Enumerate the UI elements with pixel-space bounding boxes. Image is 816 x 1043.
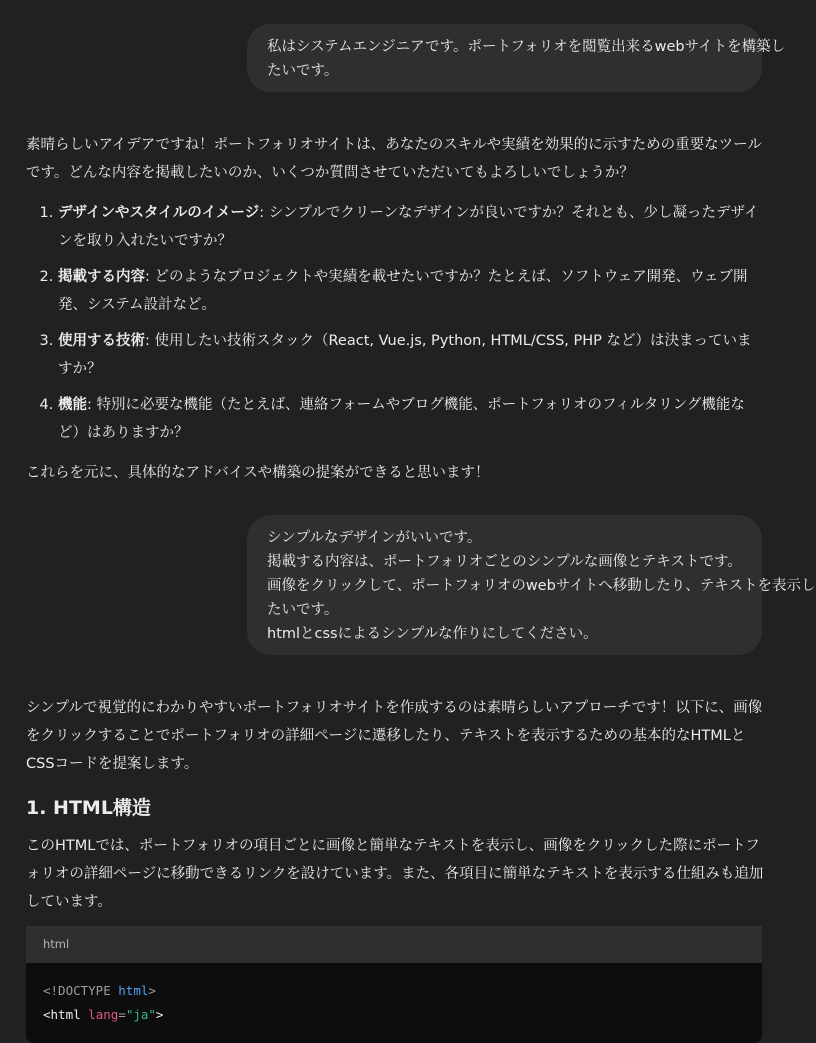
message-line: シンプルなデザインがいいです。: [267, 530, 482, 546]
code-content[interactable]: [26, 963, 762, 1043]
assistant-closing: これらを元に、具体的なアドバイスや構築の提案ができると思います！: [26, 465, 490, 481]
message-line: 掲載する内容は、ポートフォリオごとのシンプルな画像とテキストです。: [267, 554, 742, 570]
section-description: このHTMLでは、ポートフォリオの項目ごとに画像と簡単なテキストを表示し、画像をクリックした際にポートフォリオの詳細ページに移動できるリンクを設けています。また、各項目に簡単なテキストを表示する仕組みも追加しています。: [26, 838, 764, 910]
assistant-intro: シンプルで視覚的にわかりやすいポートフォリオサイトを作成するのは素晴らしいアプローチです！以下に、画像をクリックすることでポートフォリオの詳細ページに遷移したり、テキストを表示するための基本的なHTMLとCSSコードを提案します。: [26, 700, 763, 772]
code-language-label: html: [26, 926, 762, 963]
code-token: html: [118, 983, 149, 998]
section-heading: 1. HTML構造: [26, 797, 151, 819]
question-item: [58, 199, 764, 255]
code-token: "ja": [125, 1007, 156, 1022]
question-title: デザインやスタイルのイメージ: [58, 205, 260, 221]
code-line: [43, 983, 156, 998]
assistant-message: [26, 131, 764, 487]
code-line: [43, 1007, 163, 1022]
message-line: 画像をクリックして、ポートフォリオのwebサイトへ移動したり、テキストを表示し: [267, 578, 816, 594]
question-item: [58, 391, 764, 447]
question-body: : 特別に必要な機能（たとえば、連絡フォームやブログ機能、ポートフォリオのフィルタリング機能など）はありますか？: [58, 397, 745, 441]
code-token: lang: [88, 1007, 119, 1022]
question-item: [58, 263, 764, 319]
question-title: 機能: [58, 397, 87, 413]
question-item: [58, 327, 764, 383]
user-message-bubble: [247, 515, 816, 655]
message-line: 私はシステムエンジニアです。ポートフォリオを閲覧出来るwebサイトを構築し: [267, 39, 786, 55]
assistant-intro: 素晴らしいアイデアですね！ポートフォリオサイトは、あなたのスキルや実績を効果的に示すための重要なツールです。どんな内容を掲載したいのか、いくつか質問させていただいてもよろしいでしょうか？: [26, 137, 762, 181]
message-line: htmlとcssによるシンプルな作りにしてください。: [267, 626, 598, 642]
message-line: たいです。: [267, 602, 339, 618]
question-body: : どのようなプロジェクトや実績を載せたいですか？たとえば、ソフトウェア開発、ウェブ開発、システム設計など。: [58, 269, 748, 313]
code-block: [26, 926, 762, 1043]
question-body: : 使用したい技術スタック（React, Vue.js, Python, HTML/CSS, PHP など）は決まっていますか？: [58, 333, 752, 377]
message-line: たいです。: [267, 63, 339, 79]
user-message-bubble: [247, 24, 786, 92]
code-token: <html: [43, 1007, 81, 1022]
assistant-message: [26, 694, 764, 1043]
code-token: =: [118, 1007, 126, 1022]
question-title: 掲載する内容: [58, 269, 145, 285]
question-body: : シンプルでクリーンなデザインが良いですか？それとも、少し凝ったデザインを取り入れたいですか？: [58, 205, 759, 249]
question-title: 使用する技術: [58, 333, 145, 349]
question-list: [26, 199, 764, 447]
code-token: >: [155, 1007, 164, 1022]
code-token: >: [148, 983, 156, 998]
code-token: <!DOCTYPE: [43, 983, 111, 998]
